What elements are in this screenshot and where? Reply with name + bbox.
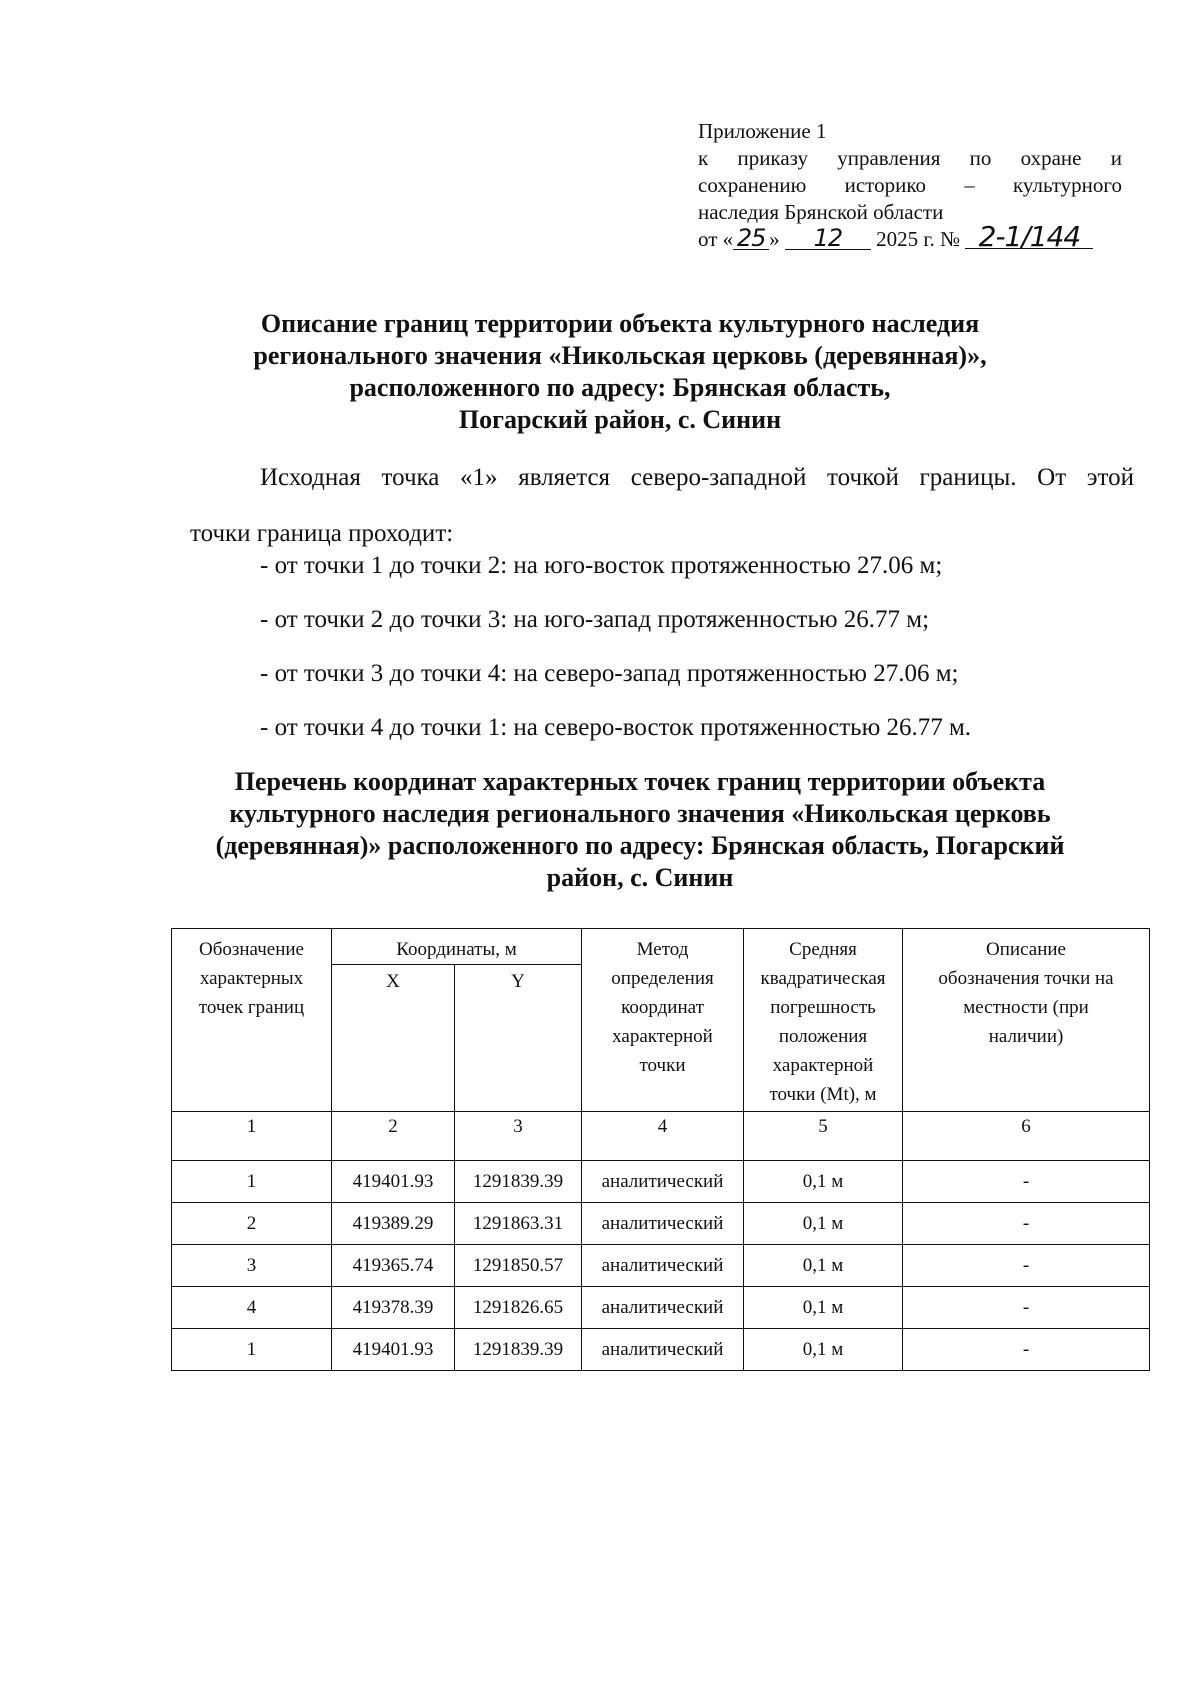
header-point: Обозначение характерных точек границ (172, 929, 332, 1112)
table-title-line: район, с. Синин (546, 863, 734, 892)
cell-error: 0,1 м (744, 1203, 903, 1245)
order-date-line (698, 220, 1122, 253)
cell-y: 1291826.65 (455, 1287, 582, 1329)
column-number: 2 (332, 1112, 455, 1161)
segment-list (260, 539, 971, 755)
cell-method: аналитический (582, 1203, 744, 1245)
table-row (172, 1329, 1150, 1371)
cell-x: 419378.39 (332, 1287, 455, 1329)
document-title (170, 308, 1070, 436)
header-coordinates: Координаты, м (332, 929, 582, 965)
order-month: 12 (785, 227, 871, 250)
cell-error: 0,1 м (744, 1245, 903, 1287)
order-number: 2-1/144 (965, 226, 1093, 249)
title-line: расположенного по адресу: Брянская область, (349, 373, 891, 402)
cell-method: аналитический (582, 1329, 744, 1371)
cell-point: 1 (172, 1161, 332, 1203)
segment-item: - от точки 3 до точки 4: на северо-запад протяженностью 27.06 м; (260, 660, 959, 687)
cell-y: 1291839.39 (455, 1329, 582, 1371)
header-y: Y (455, 965, 582, 1112)
column-number: 4 (582, 1112, 744, 1161)
cell-method: аналитический (582, 1287, 744, 1329)
cell-x: 419401.93 (332, 1161, 455, 1203)
date-mid: » (769, 227, 780, 251)
column-number-row (172, 1112, 1150, 1161)
cell-description: - (903, 1329, 1150, 1371)
cell-point: 4 (172, 1287, 332, 1329)
table-row (172, 1203, 1150, 1245)
appendix-header (698, 118, 1122, 253)
cell-point: 2 (172, 1203, 332, 1245)
cell-y: 1291850.57 (455, 1245, 582, 1287)
table-title-line: (деревянная)» расположенного по адресу: Брянская область, Погарский (215, 831, 1065, 860)
table-row (172, 1161, 1150, 1203)
column-number: 1 (172, 1112, 332, 1161)
cell-description: - (903, 1161, 1150, 1203)
segment-item: - от точки 4 до точки 1: на северо-восток протяженностью 26.77 м. (260, 714, 972, 741)
order-year: 2025 г. № (876, 227, 961, 251)
appendix-line-1: к приказу управления по охране и (698, 146, 1122, 170)
cell-point: 1 (172, 1329, 332, 1371)
table-title (170, 766, 1110, 894)
cell-x: 419389.29 (332, 1203, 455, 1245)
header-method: Метод определения координат характерной точки (582, 929, 744, 1112)
date-prefix: от « (698, 227, 734, 251)
cell-y: 1291839.39 (455, 1161, 582, 1203)
cell-error: 0,1 м (744, 1287, 903, 1329)
order-day: 25 (733, 227, 769, 250)
column-number: 5 (744, 1112, 903, 1161)
cell-description: - (903, 1245, 1150, 1287)
segment-item: - от точки 2 до точки 3: на юго-запад протяженностью 26.77 м; (260, 606, 930, 633)
cell-method: аналитический (582, 1245, 744, 1287)
appendix-line-3: наследия Брянской области (698, 200, 944, 224)
cell-x: 419365.74 (332, 1245, 455, 1287)
cell-description: - (903, 1287, 1150, 1329)
table-title-line: культурного наследия регионального значения «Никольская церковь (229, 799, 1051, 828)
column-number: 3 (455, 1112, 582, 1161)
intro-line-2: точки граница проходит: (190, 520, 454, 547)
title-line: Погарский район, с. Синин (458, 405, 782, 434)
appendix-line-2: сохранению историко – культурного (698, 173, 1122, 197)
table-row (172, 1245, 1150, 1287)
appendix-title: Приложение 1 (698, 119, 827, 143)
table-title-line: Перечень координат характерных точек границ территории объекта (234, 767, 1046, 796)
title-line: регионального значения «Никольская церковь (деревянная)», (253, 341, 987, 370)
header-error: Средняя квадратическая погрешность положения характерной точки (Mt), м (744, 929, 903, 1112)
cell-description: - (903, 1203, 1150, 1245)
segment-item: - от точки 1 до точки 2: на юго-восток протяженностью 27.06 м; (260, 552, 943, 579)
cell-x: 419401.93 (332, 1329, 455, 1371)
column-number: 6 (903, 1112, 1150, 1161)
cell-point: 3 (172, 1245, 332, 1287)
cell-error: 0,1 м (744, 1161, 903, 1203)
intro-line-1: Исходная точка «1» является северо-западной точкой границы. От этой (260, 464, 1134, 491)
cell-error: 0,1 м (744, 1329, 903, 1371)
header-x: X (332, 965, 455, 1112)
cell-y: 1291863.31 (455, 1203, 582, 1245)
title-line: Описание границ территории объекта культурного наследия (260, 309, 980, 338)
header-description: Описание обозначения точки на местности (при наличии) (903, 929, 1150, 1112)
table-row (172, 1287, 1150, 1329)
coordinates-table (171, 928, 1150, 1371)
cell-method: аналитический (582, 1161, 744, 1203)
